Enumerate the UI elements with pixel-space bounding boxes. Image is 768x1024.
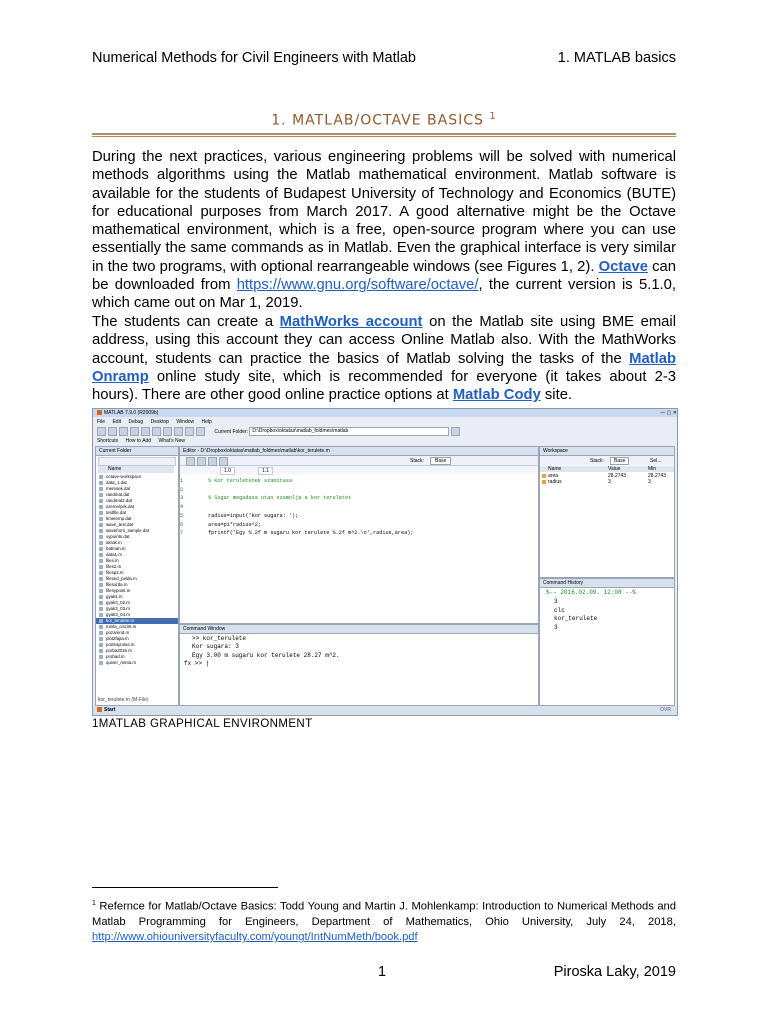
footnote-separator <box>92 887 278 888</box>
workspace-value: 3 <box>608 479 611 485</box>
cell-zoom-field-2[interactable]: 1.1 <box>258 467 273 475</box>
file-list-item[interactable]: testfile.dat <box>96 510 178 516</box>
history-entry[interactable]: kor_terulete <box>554 615 598 623</box>
current-folder-pane <box>95 446 179 706</box>
workspace-stack-label: Stack: <box>590 458 604 464</box>
code-line[interactable]: area=pi*radius^2; <box>208 521 261 528</box>
title-rule <box>92 133 676 135</box>
file-list-item[interactable]: gyak3_04.m <box>96 612 178 618</box>
file-list-item[interactable]: meresek.dat <box>96 486 178 492</box>
window-controls[interactable]: — ▢ ✕ <box>660 410 677 416</box>
folder-name-column[interactable]: Name <box>98 466 174 473</box>
line-number: 5 <box>180 512 184 519</box>
file-list-item[interactable]: files.m <box>96 558 178 564</box>
footnote-reference[interactable]: 1 <box>489 111 497 122</box>
workspace-rows <box>540 473 674 485</box>
command-prompt[interactable]: fx >> | <box>184 660 210 667</box>
octave-url-link[interactable]: https://www.gnu.org/software/octave/ <box>236 277 479 294</box>
workspace-toolbar <box>540 456 674 465</box>
file-list-item[interactable]: timetemp.dat <box>96 516 178 522</box>
window-title: MATLAB 7.9.0 (R2009b) <box>104 410 159 416</box>
new-file-icon[interactable] <box>97 427 106 436</box>
octave-link[interactable]: Octave <box>598 258 648 275</box>
file-list-item[interactable]: kor_terulete.m <box>96 618 178 624</box>
para2-text4: site. <box>540 387 573 404</box>
variable-icon <box>542 480 546 484</box>
editor-title: Editor - D:\Dropbox\oktatas\matlab_foldmes\matlab\kor_terulete.m <box>180 447 538 456</box>
start-button[interactable] <box>97 707 115 713</box>
workspace-select-button[interactable]: Sel... <box>650 458 662 464</box>
chapter-title <box>0 111 768 129</box>
code-line[interactable]: % Sugar megadasa utan szamolja a kor teruletet <box>208 495 352 502</box>
copy-icon[interactable] <box>130 427 139 436</box>
accounts-paragraph <box>92 313 676 404</box>
footnote-mark: 1 <box>92 900 96 907</box>
workspace-title: Workspace <box>540 447 674 456</box>
menu-desktop[interactable]: Desktop <box>150 419 169 425</box>
file-list-item[interactable]: akrak.m <box>96 540 178 546</box>
editor-toolbar <box>180 456 538 466</box>
stack-label: Stack: <box>410 458 424 464</box>
simulink-icon[interactable] <box>174 427 183 436</box>
redo-icon[interactable] <box>163 427 172 436</box>
file-list-item[interactable]: gyak3_03.m <box>96 606 178 612</box>
workspace-name: area <box>542 473 558 479</box>
undo-icon[interactable] <box>152 427 161 436</box>
open-file-icon[interactable] <box>108 427 117 436</box>
file-list-item[interactable]: gyak3_02.m <box>96 600 178 606</box>
paste-icon[interactable] <box>141 427 150 436</box>
variable-icon <box>542 474 546 478</box>
workspace-min: 28.2743 <box>648 473 667 479</box>
workspace-col-value[interactable]: Value <box>608 466 621 472</box>
command-window-pane <box>179 624 539 706</box>
history-entry[interactable]: 3 <box>554 597 558 605</box>
start-label: Start <box>104 707 116 713</box>
command-history-pane <box>539 578 675 706</box>
file-list-item[interactable]: quiver_minta.m <box>96 660 178 666</box>
workspace-header <box>540 466 674 472</box>
command-window-output <box>192 635 340 660</box>
file-list-item[interactable]: randmat.dat <box>96 492 178 498</box>
workspace-col-name[interactable]: Name <box>548 466 562 472</box>
workspace-name: radius <box>542 479 562 485</box>
line-number: 4 <box>180 504 184 511</box>
line-number: 1 <box>180 478 184 484</box>
editor-open-icon[interactable] <box>197 457 206 466</box>
editor-print-icon[interactable] <box>219 457 228 466</box>
footnote-url-link[interactable]: http://www.ohiouniversityfaculty.com/youngt/IntNumMeth/book.pdf <box>92 931 418 944</box>
code-line[interactable]: fprintf('Egy %.2f m sugaru kor terulete %.2f m^2.\n',radius,area); <box>208 530 414 537</box>
workspace-value: 28.2743 <box>608 473 627 479</box>
workspace-pane <box>539 446 675 578</box>
file-list-item[interactable]: probad.m <box>96 654 178 660</box>
file-list-item[interactable]: szemelyek.dat <box>96 504 178 510</box>
menu-window[interactable]: Window <box>176 419 195 425</box>
file-list-item[interactable]: filesp2.m <box>96 570 178 576</box>
editor-new-icon[interactable] <box>186 457 195 466</box>
workspace-variable-row[interactable] <box>540 479 674 485</box>
page-number: 1 <box>378 964 387 980</box>
matlab-onramp-link[interactable]: Matlab Onramp <box>92 350 676 385</box>
file-list-item[interactable]: data_1.dat <box>96 480 178 486</box>
file-list-item[interactable]: octave-workspace <box>96 474 178 480</box>
menu-debug[interactable]: Debug <box>128 419 144 425</box>
file-list-item[interactable]: filesorda.m <box>96 582 178 588</box>
chapter-title-text: 1. MATLAB/OCTAVE BASICS <box>271 112 484 129</box>
file-list-item[interactable]: filesypoint.m <box>96 588 178 594</box>
footnote <box>92 896 676 946</box>
matlab-logo-icon <box>97 410 102 415</box>
workspace-min: 3 <box>648 479 651 485</box>
running-header-title: Numerical Methods for Civil Engineers with Matlab <box>92 50 416 66</box>
file-list-item[interactable]: waveform_sample.dat <box>96 528 178 534</box>
history-entry[interactable]: 3 <box>554 624 558 632</box>
command-output-line: Egy 3.00 m sugaru kor terulete 28.27 m^2. <box>192 651 340 659</box>
matlab-cody-link[interactable]: Matlab Cody <box>452 387 541 404</box>
file-list-item[interactable]: filesed_pelda.m <box>96 576 178 582</box>
guide-icon[interactable] <box>185 427 194 436</box>
file-list <box>96 474 178 666</box>
code-line[interactable]: % Kor teruletenek szamitasa <box>208 478 293 484</box>
menu-edit[interactable]: Edit <box>112 419 122 425</box>
line-number: 6 <box>180 521 184 528</box>
code-line[interactable]: radius=input('Kor sugara: '); <box>208 512 299 519</box>
file-list-item[interactable]: pontrajzolas.m <box>96 642 178 648</box>
file-list-item[interactable]: xypoints.dat <box>96 534 178 540</box>
command-output-line: Kor sugara: 3 <box>192 643 239 651</box>
file-list-item[interactable]: plot2fajta.m <box>96 636 178 642</box>
command-history-list[interactable] <box>546 589 636 633</box>
workspace-stack-select[interactable]: Base <box>610 457 629 465</box>
editor-pane <box>179 446 539 624</box>
command-window-title: Command Window <box>180 625 538 634</box>
editor-save-icon[interactable] <box>208 457 217 466</box>
title-rule-thin <box>92 136 676 137</box>
window-title-bar <box>93 409 678 417</box>
line-number: 2 <box>180 486 184 493</box>
file-list-item[interactable]: randmat2.dat <box>96 498 178 504</box>
file-list-item[interactable]: minta_ciszint.m <box>96 624 178 630</box>
line-number: 3 <box>180 495 184 502</box>
file-list-item[interactable]: pozarend.m <box>96 630 178 636</box>
para2-text3: online study site, which is recommended for everyone (it takes about 2-3 hours). There are other good online practice options at <box>92 368 676 404</box>
line-number-gutter <box>180 477 206 538</box>
start-icon <box>97 707 102 712</box>
cut-icon[interactable] <box>119 427 128 436</box>
file-list-item[interactable]: data1.m <box>96 552 178 558</box>
current-folder-pane-title: Current Folder <box>96 447 178 456</box>
file-list-item[interactable]: wave_test.dat <box>96 522 178 528</box>
file-list-item[interactable]: gyak1.m <box>96 594 178 600</box>
figure-caption: 1MATLAB GRAPHICAL ENVIRONMENT <box>92 718 313 730</box>
cell-zoom-field[interactable]: 1.0 <box>220 467 235 475</box>
status-bar <box>93 706 677 715</box>
running-header-chapter: 1. MATLAB basics <box>557 50 676 66</box>
code-line[interactable] <box>208 503 413 512</box>
whats-new-link[interactable]: What's New <box>158 438 186 444</box>
browse-folder-icon[interactable] <box>451 427 460 436</box>
para1-text2: can be downloaded from <box>92 258 677 294</box>
file-list-item[interactable]: proba2016.m <box>96 648 178 654</box>
para2-text: The students can create a <box>92 314 280 330</box>
para1-text: During the next practices, various engineering problems will be solved with numerical methods algorithms using the Matlab mathematical environment. Matlab software is available for the students of Budapest University of Technology and Economics (BUTE) for educational purposes from March 2017. A good alternative might be the Octave mathematical environment, which is a free, open-source program where you can use essentially the same commands as in Matlab. Even the graphical interface is very similar in the two programs, with optional rearrangeable windows (see Figures 1, 2). <box>92 149 676 275</box>
menu-help[interactable]: Help <box>201 419 212 425</box>
line-number: 7 <box>180 530 184 537</box>
history-entry[interactable]: clc <box>554 606 565 614</box>
command-output-line: >> kor_terulete <box>192 635 247 642</box>
ovr-indicator: OVR <box>660 707 671 713</box>
intro-paragraph <box>92 148 676 313</box>
matlab-screenshot-figure <box>92 408 678 716</box>
shortcuts-bar <box>93 438 678 445</box>
workspace-col-min[interactable]: Min <box>648 466 657 472</box>
command-history-title: Command History <box>540 579 674 588</box>
current-folder-label: Current Folder: <box>214 429 249 435</box>
menu-file[interactable]: File <box>97 419 106 425</box>
footer-author: Piroska Laky, 2019 <box>553 964 676 980</box>
code-line[interactable] <box>208 486 413 495</box>
shortcuts-label[interactable]: Shortcuts <box>97 438 119 444</box>
menu-bar <box>93 418 678 426</box>
para2-text2: on the Matlab site using BME email address, using this account they can access Online Matlab also. With the MathWorks account, students can practice the basics of Matlab solving the tasks of the <box>92 314 676 367</box>
mathworks-account-link[interactable]: MathWorks account <box>279 314 423 330</box>
stack-select[interactable]: Base <box>430 457 451 465</box>
file-list-item[interactable]: batman.m <box>96 546 178 552</box>
file-list-item[interactable]: files2.m <box>96 564 178 570</box>
editor-body[interactable] <box>180 475 538 623</box>
current-folder-path-field[interactable]: D:\Dropbox\oktatas\matlab_foldmes\matlab <box>249 427 449 436</box>
help-icon[interactable] <box>196 427 205 436</box>
footnote-text: Refernce for Matlab/Octave Basics: Todd Young and Martin J. Mohlenkamp: Introduction to Numerical Methods and Matlab Programming for Engineers, Department of Mathematics, Ohio University, July 24, 2018, <box>92 900 676 929</box>
para1-text3: , the current version is 5.1.0, which came out on Mar 1, 2019. <box>92 277 676 312</box>
folder-status: kor_terulete.m (M-File) <box>98 697 149 703</box>
history-entry[interactable]: %-- 2016.02.09. 12:08 --% <box>546 589 637 596</box>
main-toolbar <box>93 427 678 437</box>
how-to-add-link[interactable]: How to Add <box>125 438 152 444</box>
folder-nav-bar[interactable] <box>98 457 176 466</box>
editor-code[interactable] <box>208 477 413 538</box>
cell-toolbar <box>180 466 538 474</box>
